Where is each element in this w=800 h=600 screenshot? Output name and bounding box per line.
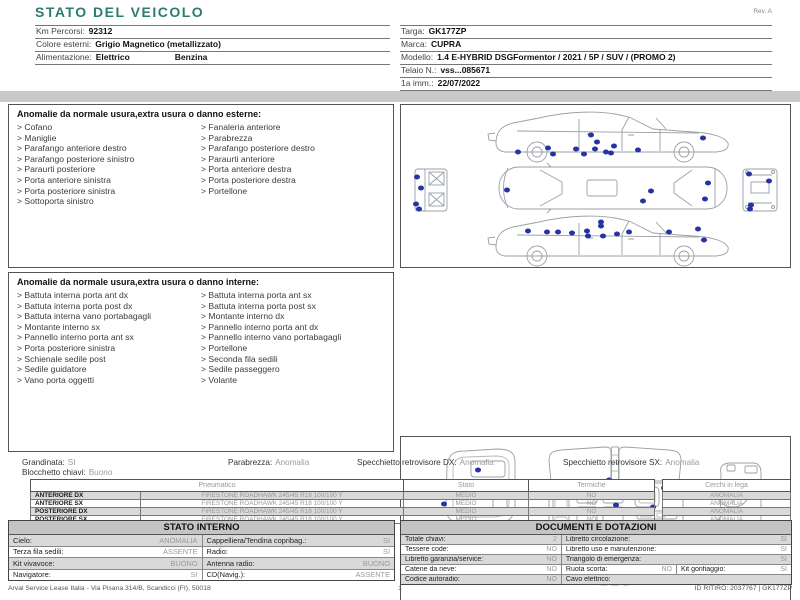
exterior-anomalies-right-column — [201, 122, 385, 207]
cerchi-row — [663, 500, 791, 508]
anomaly-item: > Battuta interna porta ant dx — [17, 290, 171, 301]
damage-dot — [635, 148, 641, 153]
footer-ritiro-id: ID RITIRO: 2037767 | GK177ZP — [694, 585, 792, 592]
tire-position: ANTERIORE DX — [31, 492, 141, 500]
page-title: STATO DEL VEICOLO — [35, 4, 205, 20]
vehicle-info-right — [400, 25, 772, 91]
table-row: Navigatore: SI CD(Navig.): ASSENTE — [9, 570, 394, 581]
anomaly-item: > Schienale sedile post — [17, 354, 171, 365]
damage-dot — [525, 229, 531, 234]
anomaly-item: > Parabrezza — [201, 133, 355, 144]
anomaly-item: > Portellone — [201, 186, 355, 197]
anomaly-item: > Parafango posteriore sinistro — [17, 154, 171, 165]
tire-termiche: NO — [529, 492, 655, 500]
info-value: Elettrico — [95, 52, 130, 62]
tire-description: FIRESTONE ROADHAWK 245/45 R18 100/100 Y — [141, 492, 404, 500]
exterior-anomalies-left-column — [17, 122, 201, 207]
anomaly-item: > Porta posteriore destra — [201, 175, 355, 186]
anomaly-item: > Volante — [201, 375, 355, 386]
anomaly-item: > Portellone — [201, 343, 355, 354]
stato-interno-table — [8, 520, 395, 581]
stato-interno-title: STATO INTERNO — [9, 521, 394, 535]
tire-description: FIRESTONE ROADHAWK 245/45 R18 100/100 Y — [141, 508, 404, 516]
info-row — [400, 65, 772, 78]
anomaly-item: > Pannello interno porta ant dx — [201, 322, 355, 333]
info-label: 1a imm.: — [401, 78, 434, 88]
damage-dot — [475, 468, 481, 473]
info-label: Km Percorsi: — [36, 26, 85, 36]
damage-dot — [545, 146, 551, 151]
page-footer — [8, 585, 792, 592]
specchietto-sx-status: Specchietto retrovisore SX: Anomalia — [563, 458, 700, 467]
exterior-anomalies-box — [8, 104, 394, 268]
damage-dot — [515, 150, 521, 155]
damage-dot — [416, 207, 422, 212]
tire-header-pneumatico: Pneumatico — [31, 480, 404, 492]
cerchi-row — [663, 492, 791, 500]
info-row — [35, 26, 390, 39]
damage-dot — [626, 230, 632, 235]
footer-company: Arval Service Lease Italia - Via Pisana 314/B, Scandicci (FI), 50018 — [8, 585, 211, 592]
info-value: CUPRA — [430, 39, 462, 49]
damage-dot — [544, 230, 550, 235]
anomaly-item: > Vano porta oggetti — [17, 375, 171, 386]
anomaly-item: > Maniglie — [17, 133, 171, 144]
exterior-anomalies-title: Anomalie da normale usura,extra usura o danno esterne: — [17, 109, 262, 119]
damage-dot — [640, 199, 646, 204]
table-row: Tessere code: NO Libretto uso e manutenzione: SI — [401, 545, 791, 555]
table-row: Totale chiavi: 2 Libretto circolazione: SI — [401, 535, 791, 545]
anomaly-item: > Battuta interna porta post dx — [17, 301, 171, 312]
anomaly-item: > Paraurti posteriore — [17, 164, 171, 175]
anomaly-item: > Porta anteriore destra — [201, 164, 355, 175]
documenti-dotazioni-table — [400, 520, 792, 585]
damage-dot — [418, 186, 424, 191]
tire-stato: MEDIO — [404, 508, 529, 516]
anomaly-item: > Sedile guidatore — [17, 364, 171, 375]
anomaly-item: > Porta posteriore sinistra — [17, 343, 171, 354]
info-value: vss...085671 — [440, 65, 491, 75]
info-row — [400, 78, 772, 91]
car-exterior-views — [401, 105, 790, 267]
damage-dot — [598, 220, 604, 225]
info-label: Telaio N.: — [401, 65, 437, 75]
tire-termiche: NO — [529, 500, 655, 508]
info-row — [400, 52, 772, 65]
anomaly-item: > Montante interno dx — [201, 311, 355, 322]
cerchi-value: ANOMALIA — [663, 508, 791, 516]
cerchi-header: Cerchi in lega — [663, 480, 791, 492]
anomaly-item: > Parafango anteriore destro — [17, 143, 171, 154]
damage-dot — [747, 207, 753, 212]
tire-table — [30, 479, 655, 524]
anomaly-item: > Battuta interna porta post sx — [201, 301, 355, 312]
header-divider-band — [0, 91, 800, 102]
anomaly-item: > Battuta interna porta ant sx — [201, 290, 355, 301]
info-label: Modello: — [401, 52, 434, 62]
interior-anomalies-title: Anomalie da normale usura,extra usura o danno interne: — [17, 277, 260, 287]
parabrezza-status: Parabrezza: Anomalia — [228, 458, 310, 467]
anomaly-item: > Porta posteriore sinistra — [17, 186, 171, 197]
tire-stato: MEDIO — [404, 492, 529, 500]
anomaly-item: > Pannello interno vano portabagagli — [201, 332, 355, 343]
cerchi-table — [662, 479, 791, 524]
grandinata-status: Grandinata: SI — [22, 458, 76, 467]
tire-termiche: NO — [529, 508, 655, 516]
damage-dot — [666, 230, 672, 235]
damage-dot — [614, 232, 620, 237]
blocchetto-chiavi-status: Blocchetto chiavi: Buono — [22, 468, 113, 477]
anomaly-item: > Seconda fila sedili — [201, 354, 355, 365]
anomaly-item: > Parafango posteriore destro — [201, 143, 355, 154]
tire-description: FIRESTONE ROADHAWK 245/45 R18 100/100 Y — [141, 500, 404, 508]
damage-dot — [702, 197, 708, 202]
damage-dot — [746, 172, 752, 177]
tire-row — [31, 508, 655, 516]
info-row — [35, 39, 390, 52]
tire-stato: MEDIO — [404, 500, 529, 508]
info-row — [400, 39, 772, 52]
anomaly-item: > Sottoporta sinistro — [17, 196, 171, 207]
damage-dot — [569, 231, 575, 236]
anomaly-item: > Paraurti anteriore — [201, 154, 355, 165]
tire-header-termiche: Termiche — [529, 480, 655, 492]
anomaly-item: > Pannello interno porta ant sx — [17, 332, 171, 343]
damage-dot — [588, 133, 594, 138]
table-row: Codice autoradio: NO Cavo elettrico: — [401, 575, 791, 584]
damage-dot — [701, 238, 707, 243]
damage-dot — [695, 227, 701, 232]
table-row: Cielo: ANOMALIA Cappelliera/Tendina copribag.: SI — [9, 535, 394, 547]
footer-page-number: 1 — [398, 585, 402, 592]
damage-dot — [550, 152, 556, 157]
info-label: Alimentazione: — [36, 52, 92, 62]
anomaly-item: > Cofano — [17, 122, 171, 133]
interior-anomalies-right-column — [201, 290, 385, 385]
damage-dot — [648, 189, 654, 194]
info-value: 1.4 E-HYBRID DSGFormentor / 2021 / 5P / SUV / (PROMO 2) — [437, 52, 676, 62]
info-row — [400, 26, 772, 39]
damage-dot — [700, 136, 706, 141]
damage-dot — [573, 147, 579, 152]
damage-dot — [705, 181, 711, 186]
info-row — [35, 52, 390, 65]
anomaly-item: > Sedile passeggero — [201, 364, 355, 375]
anomaly-item: > Battuta interna vano portabagagli — [17, 311, 171, 322]
info-label: Marca: — [401, 39, 427, 49]
tire-row — [31, 492, 655, 500]
specchietto-dx-status: Specchietto retrovisore DX: Anomalia — [357, 458, 494, 467]
info-value: Grigio Magnetico (metallizzato) — [95, 39, 221, 49]
info-value: 22/07/2022 — [437, 78, 481, 88]
damage-dot — [600, 234, 606, 239]
info-value-2: Benzina — [174, 52, 208, 62]
tire-row — [31, 500, 655, 508]
cerchi-row — [663, 508, 791, 516]
damage-dot — [581, 152, 587, 157]
tire-position: POSTERIORE DX — [31, 508, 141, 516]
damage-dot — [555, 230, 561, 235]
damage-dot — [504, 188, 510, 193]
info-label: Colore esterni: — [36, 39, 92, 49]
interior-anomalies-left-column — [17, 290, 201, 385]
interior-anomalies-box — [8, 272, 394, 452]
anomaly-item: > Porta anteriore sinistra — [17, 175, 171, 186]
vehicle-info-left — [35, 25, 390, 65]
table-row: Terza fila sedili: ASSENTE Radio: SI — [9, 547, 394, 559]
anomaly-item: > Montante interno sx — [17, 322, 171, 333]
documenti-title: DOCUMENTI E DOTAZIONI — [401, 521, 791, 535]
damage-dot — [592, 147, 598, 152]
damage-dot — [594, 140, 600, 145]
damage-dot — [766, 179, 772, 184]
tire-header-stato: Stato — [404, 480, 529, 492]
damage-dot — [608, 151, 614, 156]
table-row: Libretto garanzia/service: NO Triangolo di emergenza: SI — [401, 555, 791, 565]
damage-dot — [585, 234, 591, 239]
tire-position: ANTERIORE SX — [31, 500, 141, 508]
cerchi-value: ANOMALIA — [663, 500, 791, 508]
exterior-damage-diagram — [400, 104, 791, 268]
info-value: 92312 — [88, 26, 113, 36]
damage-dot — [414, 175, 420, 180]
anomaly-item: > Fanaleria anteriore — [201, 122, 355, 133]
damage-dot — [611, 144, 617, 149]
cerchi-value: ANOMALIA — [663, 492, 791, 500]
revision-label: Rev. A — [753, 8, 772, 15]
info-label: Targa: — [401, 26, 425, 36]
info-value: GK177ZP — [428, 26, 467, 36]
table-row: Catene da neve: NO Ruota scorta: NO Kit gonfiaggio: SI — [401, 565, 791, 575]
table-row: Kit vivavoce: BUONO Antenna radio: BUONO — [9, 558, 394, 570]
